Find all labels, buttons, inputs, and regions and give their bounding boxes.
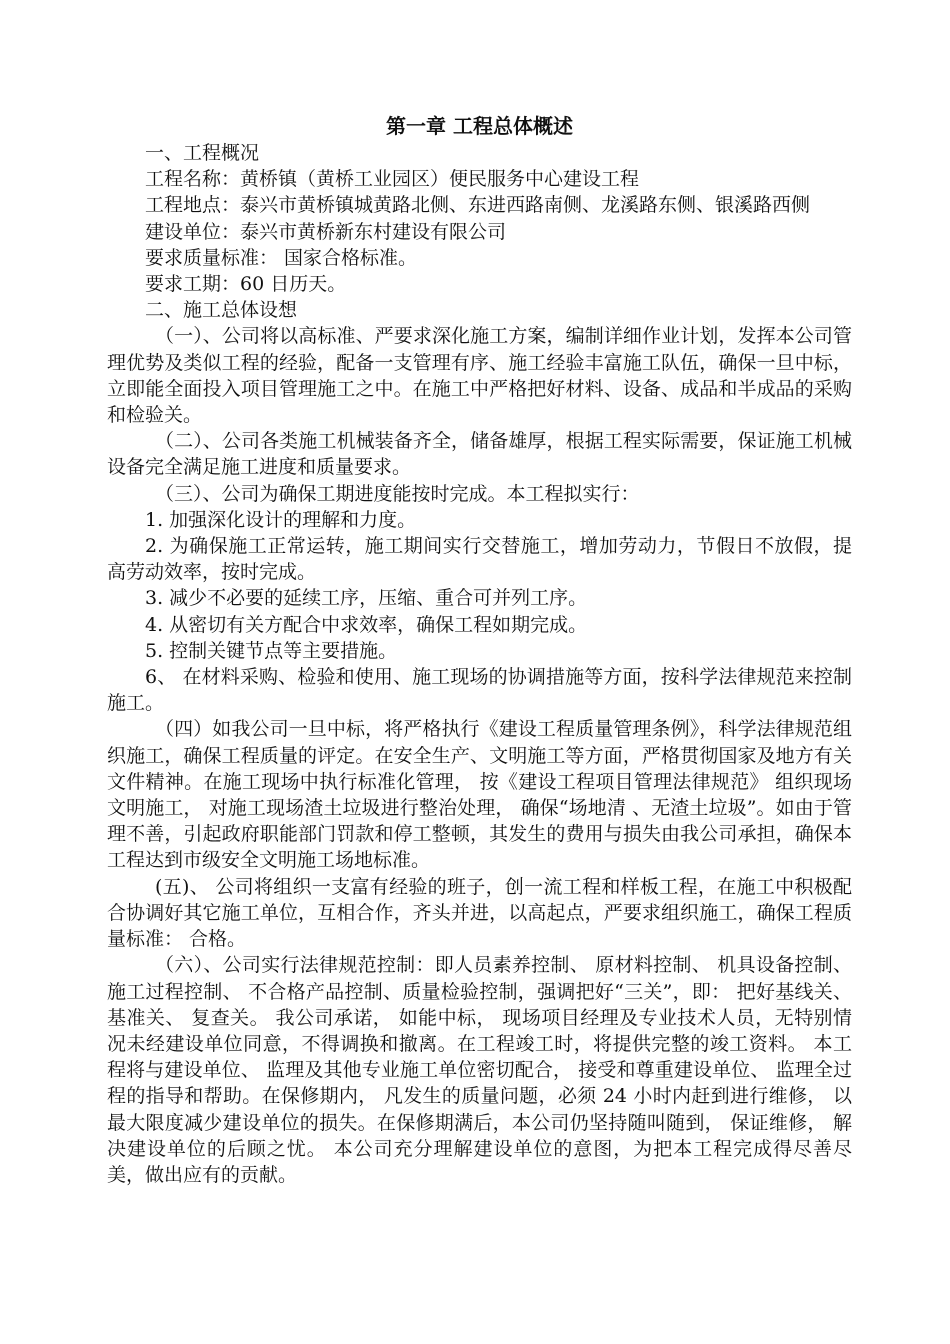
chapter-title: 第一章 工程总体概述	[386, 114, 573, 138]
list-item-5: 5. 控制关键节点等主要措施。	[145, 639, 398, 662]
quality-standard: 要求质量标准： 国家合格标准。	[145, 246, 418, 269]
paragraph-item-6: （六）、公司实行法律规范控制：即人员素养控制、 原材料控制、 机具设备控制、 施工过程控制、 不合格产品控制、质量检验控制，强调把好“三关”，即： 把好基线关、基准关、 复查关。 我公司承诺， 如能中标， 现场项目经理及专业技术人员，无特别情况未经建设单位同意，不得调换和撤离。在工程竣工时，将提供完整的竣工资料。 本工程将与建设单位、 监理及其他专业施工单位密切配合， 接受和尊重建设单位、 监理全过程的指导和帮助。在保修期内， 凡发生的质量问题，必须 24 小时内赶到进行维修， 以最大限度减少建设单位的损失。在保修期满后，本公司仍坚持随叫随到， 保证维修， 解决建设单位的后顾之忧。 本公司充分理解建设单位的意图，为把本工程完成得尽善尽美，做出应有的贡献。	[107, 954, 852, 1186]
construction-unit: 建设单位：泰兴市黄桥新东村建设有限公司	[145, 220, 507, 243]
paragraph-item-3: （三）、公司为确保工期进度能按时完成。本工程拟实行：	[155, 482, 640, 505]
list-item-2: 2. 为确保施工正常运转，施工期间实行交替施工，增加劳动力，节假日不放假，提高劳动效率，按时完成。	[107, 535, 852, 584]
list-item-3: 3. 减少不必要的延续工序，压缩、重合可并列工序。	[145, 587, 588, 610]
list-item-6: 6、 在材料采购、检验和使用、施工现场的协调措施等方面，按科学法律规范来控制施工。	[107, 666, 852, 715]
section-heading-overview: 一、工程概况	[145, 142, 260, 164]
paragraph-item-4: （四）如我公司一旦中标，将严格执行《建设工程质量管理条例》，科学法律规范组织施工，确保工程质量的评定。在安全生产、文明施工等方面，严格贯彻国家及地方有关文件精神。在施工现场中执行标准化管理， 按《建设工程项目管理法律规范》 组织现场文明施工， 对施工现场渣土垃圾进行整治处理， 确保“场地清 、无渣土垃圾”。如由于管理不善，引起政府职能部门罚款和停工整顿，其发生的费用与损失由我公司承担，确保本工程达到市级安全文明施工场地标准。	[107, 718, 852, 872]
paragraph-item-5: (五)、 公司将组织一支富有经验的班子，创一流工程和样板工程，在施工中积极配合协调好其它施工单位，互相合作，齐头并进，以高起点，严要求组织施工，确保工程质量标准： 合格。	[107, 875, 852, 951]
construction-period: 要求工期：60 日历天。	[145, 273, 347, 296]
list-item-4: 4. 从密切有关方配合中求效率，确保工程如期完成。	[145, 613, 588, 636]
paragraph-item-1: （一）、公司将以高标准、严要求深化施工方案，编制详细作业计划，发挥本公司管理优势及类似工程的经验，配备一支管理有序、施工经验丰富施工队伍，确保一旦中标，立即能全面投入项目管理施工之中。在施工中严格把好材料、设备、成品和半成品的采购和检验关。	[107, 325, 852, 427]
paragraph-item-2: （二）、公司各类施工机械装备齐全，储备雄厚，根据工程实际需要，保证施工机械设备完全满足施工进度和质量要求。	[107, 430, 852, 479]
section-heading-concept: 二、施工总体设想	[145, 299, 298, 322]
document-body	[107, 112, 852, 1188]
project-name: 工程名称：黄桥镇（黄桥工业园区）便民服务中心建设工程	[145, 168, 640, 191]
list-item-1: 1. 加强深化设计的理解和力度。	[145, 508, 417, 531]
project-location: 工程地点：泰兴市黄桥镇城黄路北侧、东进西路南侧、龙溪路东侧、银溪路西侧	[145, 194, 811, 217]
